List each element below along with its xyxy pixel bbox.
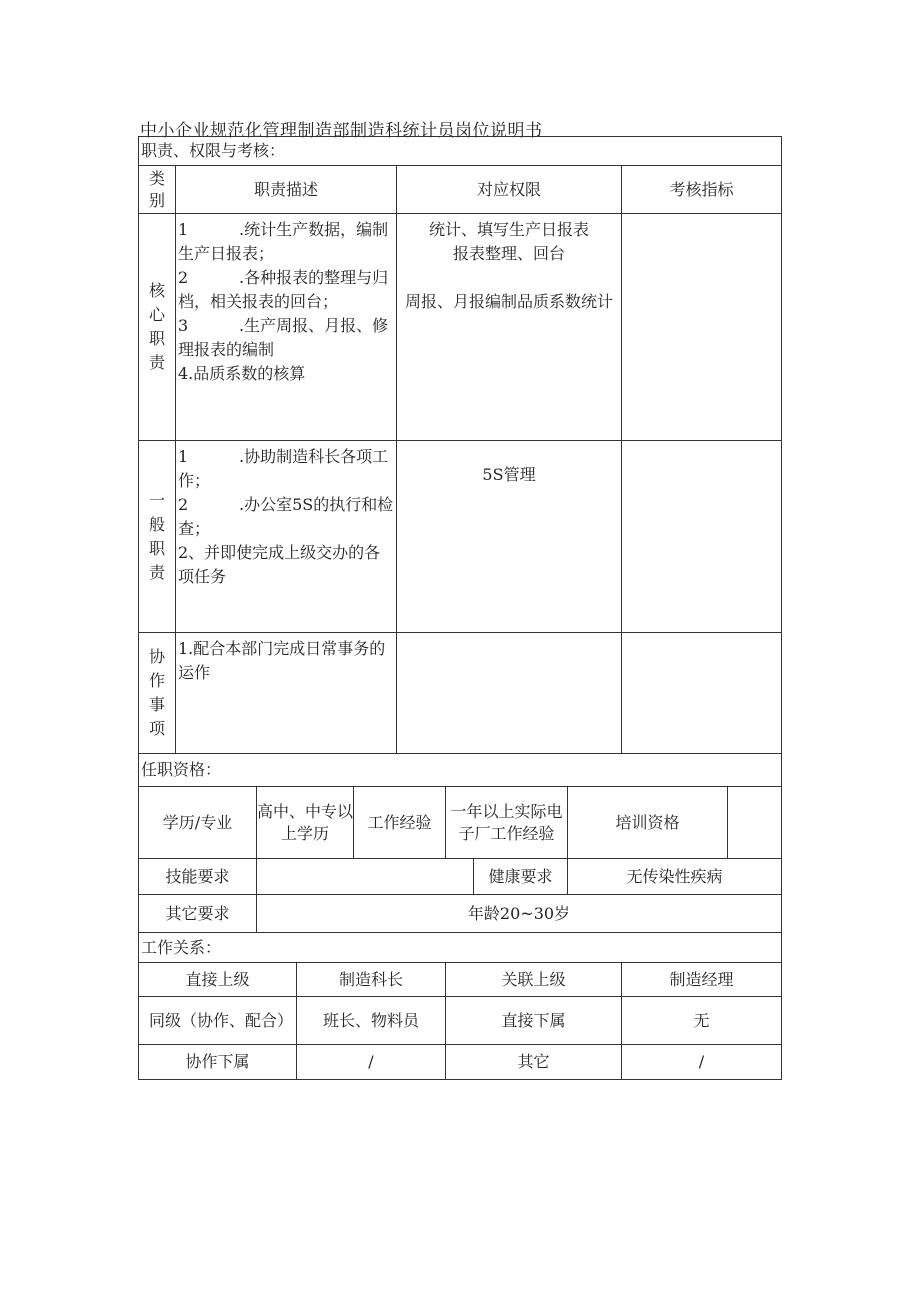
other-relationship-label: 其它 [446, 1045, 622, 1080]
authority-item: 报表整理、回台 [452, 244, 565, 263]
coop-subordinate-value: / [297, 1045, 446, 1080]
health-label: 健康要求 [474, 859, 568, 895]
cooperation-description [176, 633, 397, 754]
duty-item: 2 .办公室5S的执行和检查； [178, 495, 394, 538]
health-value: 无传染性疾病 [568, 859, 782, 895]
section-heading-duties: 职责、权限与考核： [139, 137, 782, 166]
authority-item: 5S管理 [482, 465, 536, 484]
direct-subordinate-label: 直接下属 [446, 997, 622, 1045]
other-relationship-value: / [622, 1045, 782, 1080]
authority-item: 统计、填写生产日报表 [428, 220, 589, 239]
cooperation-authority [397, 633, 622, 754]
section-heading-qualifications: 任职资格： [139, 754, 782, 787]
related-superior-label: 关联上级 [446, 963, 622, 997]
header-kpi: 考核指标 [622, 166, 782, 214]
skill-label: 技能要求 [139, 859, 257, 895]
duty-item: 1 .协助制造科长各项工作； [178, 447, 389, 490]
core-duties-description [176, 214, 397, 441]
header-authority: 对应权限 [397, 166, 622, 214]
category-core-duties: 核 心 职 责 [139, 214, 176, 441]
job-description-table [138, 136, 782, 1080]
category-general-duties: 一 般 职 责 [139, 441, 176, 633]
duty-item: 1.配合本部门完成日常事务的运作 [178, 639, 386, 682]
general-duties-description [176, 441, 397, 633]
core-duties-kpi [622, 214, 782, 441]
duty-item: 2 .各种报表的整理与归档，相关报表的回台； [178, 268, 389, 311]
duty-item: 4.品质系数的核算 [178, 364, 306, 383]
education-label: 学历/专业 [139, 787, 257, 859]
general-duties-authority [397, 441, 622, 633]
experience-value: 一年以上实际电子厂工作经验 [446, 787, 568, 859]
direct-superior-label: 直接上级 [139, 963, 297, 997]
duty-item: 1 .统计生产数据，编制生产日报表； [178, 220, 389, 263]
training-value [728, 787, 782, 859]
duty-item: 3 .生产周报、月报、修理报表的编制 [178, 316, 389, 359]
section-heading-relationships: 工作关系： [139, 933, 782, 963]
cooperation-kpi [622, 633, 782, 754]
related-superior-value: 制造经理 [622, 963, 782, 997]
document-title: 中小企业规范化管理制造部制造科统计员岗位说明书 [140, 121, 543, 141]
header-category: 类 别 [139, 166, 176, 214]
category-cooperation: 协 作 事 项 [139, 633, 176, 754]
authority-item: 周报、月报编制品质系数统计 [404, 292, 613, 311]
other-requirements-value: 年龄20~30岁 [257, 895, 782, 933]
experience-label: 工作经验 [354, 787, 446, 859]
training-label: 培训资格 [568, 787, 728, 859]
core-duties-authority [397, 214, 622, 441]
direct-superior-value: 制造科长 [297, 963, 446, 997]
peer-value: 班长、物料员 [297, 997, 446, 1045]
education-value: 高中、中专以上学历 [257, 787, 354, 859]
coop-subordinate-label: 协作下属 [139, 1045, 297, 1080]
duty-item: 2、并即使完成上级交办的各项任务 [178, 543, 381, 586]
other-requirements-label: 其它要求 [139, 895, 257, 933]
direct-subordinate-value: 无 [622, 997, 782, 1045]
peer-label: 同级（协作、配合） [139, 997, 297, 1045]
header-duty-description: 职责描述 [176, 166, 397, 214]
general-duties-kpi [622, 441, 782, 633]
skill-value [257, 859, 474, 895]
